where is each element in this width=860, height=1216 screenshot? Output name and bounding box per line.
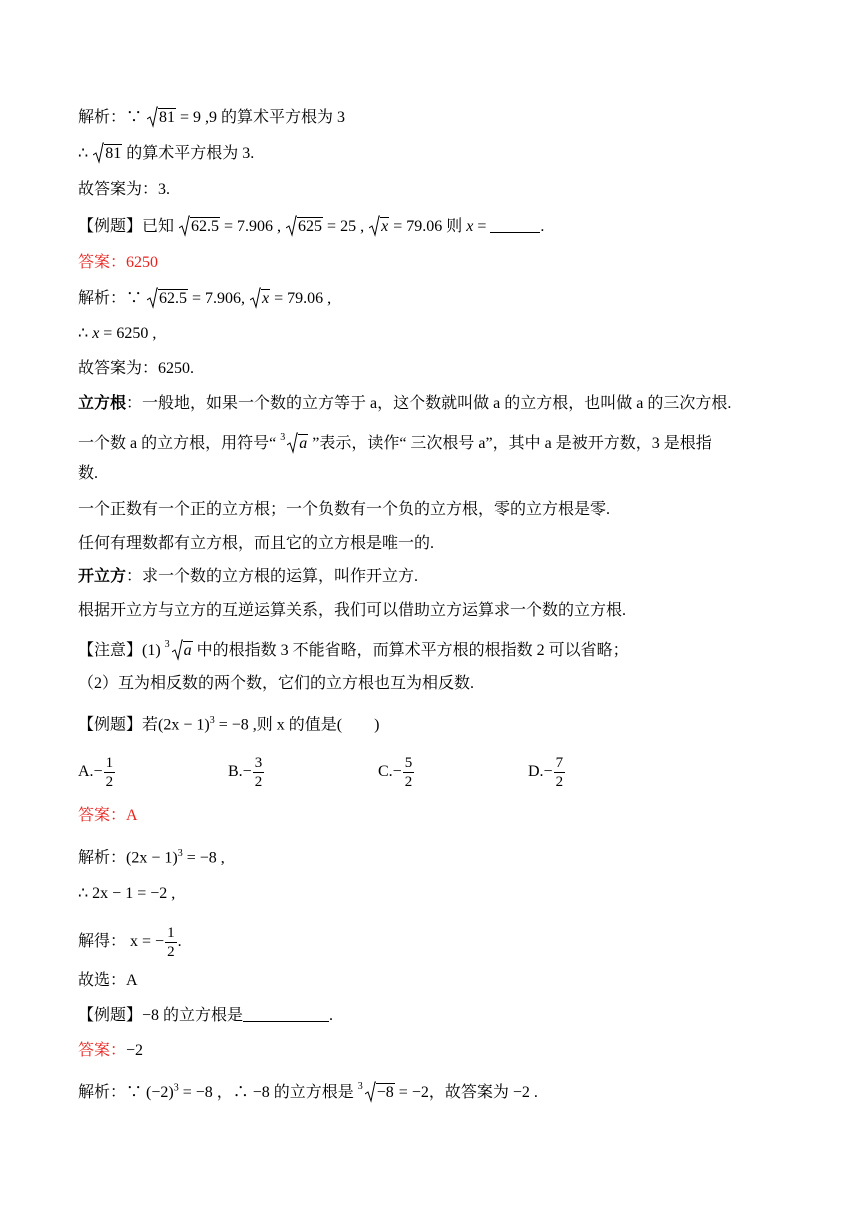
note-line-2: （2）互为相反数的两个数，它们的立方根也互为相反数. [78,675,475,692]
example-question-3: 【例题】−8 的立方根是 . [78,1007,334,1024]
cube-root-symbol: a [287,433,308,455]
example-question-2: 【例题】若$(2x - 1)^3 = -8$ ,则 x 的值是( ) [78,715,380,734]
property-line-3: 根据开立方与立方的互逆运算关系，我们可以借助立方运算求一个数的立方根. [78,602,627,619]
cube-root-expression: −8 [365,1082,395,1104]
sqrt-expression: 62.5 [147,288,188,310]
sqrt-expression: x [369,216,389,238]
solution-line-5: 故答案为：6250. [78,360,195,377]
answer-line-1: 答案：6250 [78,254,159,271]
sqrt-expression: 81 [147,107,176,129]
property-line-1: 一个正数有一个正的立方根；一个负数有一个负的立方根，零的立方根是零. [78,501,611,518]
definition-cube-root-extraction: 开立方：求一个数的立方根的运算，叫作开立方. [78,568,419,585]
answer-blank [490,216,540,233]
solution-line-10: 解析：∵ $(-2)^3 = -8$ ，∴ −8 的立方根是 $^3$ −8 = −2，故答案为 −2 . [78,1076,790,1104]
definition-symbol: 一个数 a 的立方根，用符号“ $^3$ a ”表示，读作“ 三次根号 a”，其中 a 是被开方数，3 是根指 [78,427,790,455]
answer-statement: 故答案为：3. [78,181,171,198]
sqrt-expression: x [250,288,270,310]
sqrt-expression: 625 [286,216,323,238]
answer-line-3: 答案：−2 [78,1042,144,1059]
option-a[interactable]: A.− $\frac{1}{2}$ [78,755,114,790]
solution-line-3: 解析：∵ 62.5 = 7.906, x = 79.06 , [78,288,790,310]
solution-line-2: ∴ 81 的算术平方根为 3. [78,143,790,165]
property-line-2: 任何有理数都有立方根，而且它的立方根是唯一的. [78,535,435,552]
option-row [78,754,790,798]
definition-cube-root: 立方根：一般地，如果一个数的立方等于 a，这个数就叫做 a 的立方根，也叫做 a 的三次方根. [78,395,732,412]
solution-line-7: ∴ 2x − 1 = −2 , [78,885,176,902]
example-question-1: 【例题】已知 62.5 = 7.906 , 625 = 25 , x = 79.06 则 x = . [78,216,790,238]
solution-line-9: 故选：A [78,972,138,989]
solution-line-6: 解析：$(2x - 1)^3 = -8$ , [78,848,225,867]
definition-continued: 数. [78,465,99,482]
sqrt-expression: 62.5 [179,216,220,238]
cube-root-symbol: a [172,640,193,662]
solution-line-8: 解得： x = − $\frac{1}{2}$ . [78,925,182,960]
option-d[interactable]: D.− $\frac{7}{2}$ [528,755,564,790]
note-line-1: 【注意】(1) $^3$ a 中的根指数 3 不能省略，而算术平方根的根指数 2 可以省略； [78,634,790,662]
sqrt-expression: 81 [93,143,122,165]
answer-blank [243,1005,329,1022]
solution-line-4: ∴ x = 6250 , [78,325,157,342]
solution-line-1: 解析：∵ 81 = 9 ,9 的算术平方根为 3 [78,107,790,129]
answer-line-2: 答案：A [78,807,138,824]
option-c[interactable]: C.− $\frac{5}{2}$ [378,755,413,790]
option-b[interactable]: B.− $\frac{3}{2}$ [228,755,263,790]
